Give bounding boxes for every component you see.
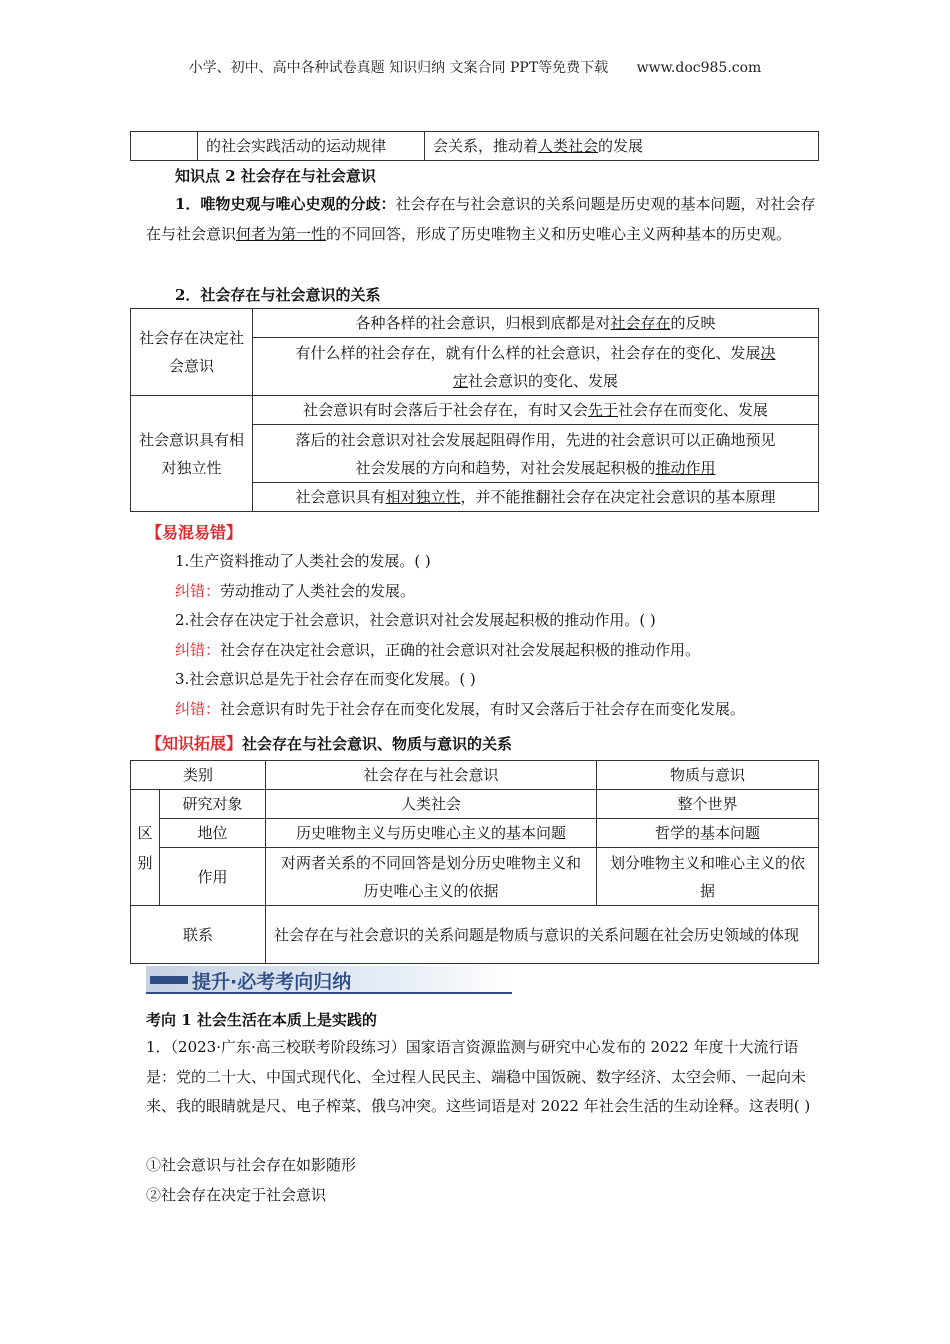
rel-row2-cell3: 社会意识具有相对独立性，并不能推翻社会存在决定社会意识的基本原理 [253,483,819,512]
kx1-title: 考向 1 社会生活在本质上是实践的 [146,1011,377,1029]
rel-row1-label: 社会存在决定社会意识 [131,309,253,396]
banner-bar-icon [150,976,188,984]
confusion-q3: 3.社会意识总是先于社会存在而变化发展。( ) [175,670,476,688]
extend-r4-label: 联系 [131,906,266,964]
extend-r3-label: 作用 [160,848,266,906]
page-header [0,57,950,77]
confusion-a3: 纠错：社会意识有时先于社会存在而变化发展，有时又会落后于社会存在而变化发展。 [175,700,746,718]
confusion-a2: 纠错：社会存在决定社会意识，正确的社会意识对社会发展起积极的推动作用。 [175,641,701,659]
header-site[interactable]: www.doc985.com [636,60,762,76]
confusion-q1: 1.生产资料推动了人类社会的发展。( ) [175,552,431,570]
extend-r2-a: 历史唯物主义与历史唯心主义的基本问题 [266,819,597,848]
extend-title: 【知识拓展】社会存在与社会意识、物质与意识的关系 [146,734,513,753]
top-table-col3: 会关系，推动着人类社会的发展 [425,132,819,161]
rel-row2-label: 社会意识具有相对独立性 [131,396,253,512]
extend-h-cat: 类别 [131,761,266,790]
extend-r4-a: 社会存在与社会意识的关系问题是物质与意识的关系问题在社会历史领域的体现 [266,906,819,964]
top-table-col2: 的社会实践活动的运动规律 [198,132,425,161]
extend-r3-b: 划分唯物主义和唯心主义的依据 [597,848,819,906]
rel-row1-cell2: 有什么样的社会存在，就有什么样的社会意识，社会存在的变化、发展决 定社会意识的变化、发展 [253,338,819,396]
extend-r1-label: 研究对象 [160,790,266,819]
header-text: 小学、初中、高中各种试卷真题 知识归纳 文案合同 PPT等免费下载 [188,60,609,76]
kx1-question: 1．（2023·广东·高三校联考阶段练习）国家语言资源监测与研究中心发布的 2022 年度十大流行语是：党的二十大、中国式现代化、全过程人民民主、端稳中国饭碗、数字经济、太空会师、一起向未来、我的眼睛就是尺、电子榨菜、俄乌冲突。这些词语是对 2022 年社会生活的生动诠释。这表明( ) [146,1038,811,1115]
rel-row1-cell1: 各种各样的社会意识，归根到底都是对社会存在的反映 [253,309,819,338]
rel-row2-cell2: 落后的社会意识对社会发展起阻碍作用，先进的社会意识可以正确地预见 社会发展的方向和趋势，对社会发展起积极的推动作用 [253,425,819,483]
kx1-option-2: ②社会存在决定于社会意识 [146,1186,327,1204]
extend-table [130,760,819,964]
relation-table [130,308,819,512]
extend-r1-a: 人类社会 [266,790,597,819]
section-banner [146,966,512,994]
banner-title: 提升·必考考向归纳 [192,971,352,993]
extend-h-c1: 社会存在与社会意识 [266,761,597,790]
kp2-title: 知识点 2 社会存在与社会意识 [175,167,376,185]
extend-r1-b: 整个世界 [597,790,819,819]
extend-r3-a: 对两者关系的不同回答是划分历史唯物主义和历史唯心主义的依据 [266,848,597,906]
kp2-paragraph-1: 1．唯物史观与唯心史观的分歧：社会存在与社会意识的关系问题是历史观的基本问题，对社会存在与社会意识何者为第一性的不同回答，形成了历史唯物主义和历史唯心主义两种基本的历史观。 [146,195,816,243]
kx1-option-1: ①社会意识与社会存在如影随形 [146,1156,357,1174]
extend-r2-b: 哲学的基本问题 [597,819,819,848]
confusion-q2: 2.社会存在决定于社会意识，社会意识对社会发展起积极的推动作用。( ) [175,611,656,629]
extend-h-c2: 物质与意识 [597,761,819,790]
rel-row2-cell1: 社会意识有时会落后于社会存在，有时又会先于社会存在而变化、发展 [253,396,819,425]
extend-r2-label: 地位 [160,819,266,848]
kp2-paragraph-2: 2．社会存在与社会意识的关系 [175,286,381,304]
top-table [130,131,819,161]
confusion-title: 【易混易错】 [146,523,243,542]
extend-diff: 区 别 [131,790,160,906]
confusion-a1: 纠错：劳动推动了人类社会的发展。 [175,582,416,600]
